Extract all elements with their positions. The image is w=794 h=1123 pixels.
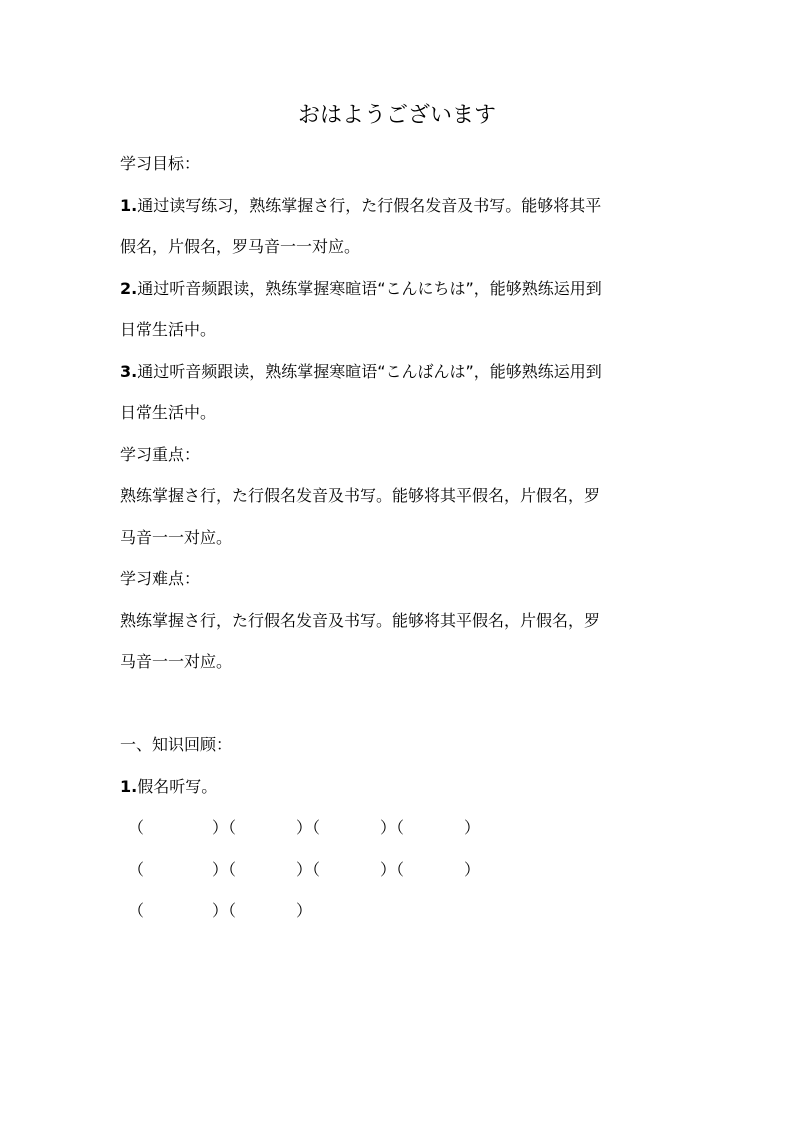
goal-3-line-1 [120,351,680,393]
goal-1-text: 通过读写练习，熟练掌握さ行，た行假名发音及书写。能够将其平 [137,195,602,215]
goal-3-line-2: 日常生活中。 [120,403,217,422]
goal-2-line-2: 日常生活中。 [120,320,217,339]
dictation-blank[interactable]: ）（ [380,818,405,837]
goal-2-line-1 [120,268,680,310]
exercise-1-text: 假名听写。 [137,776,218,796]
difficulty-line-2: 马音一一对应。 [120,652,233,671]
goals-heading: 学习目标： [120,154,201,173]
dictation-blank[interactable]: ）（ [296,818,321,837]
dictation-blank[interactable]: （ [128,901,145,920]
dictation-blank[interactable]: ）（ [212,901,237,920]
goal-2-text: 通过听音频跟读，熟练掌握寒暄语“こんにちは”，能够熟练运用到 [137,278,602,298]
key-points-line-2: 马音一一对应。 [120,527,233,547]
document-body [120,143,680,932]
difficulty-line-1: 熟练掌握さ行，た行假名发音及书写。能够将其平假名，片假名，罗 [120,610,601,630]
page-title: おはようございます [297,103,496,128]
dictation-row-1 [120,807,680,849]
exercise-1-label [120,766,680,808]
section-1-heading: 一、知识回顾： [120,735,233,754]
dictation-row-2 [120,849,680,891]
dictation-blank[interactable]: ）（ [212,859,237,879]
goal-2-number: 2. [120,278,138,298]
difficulty-heading: 学习难点： [120,569,201,588]
dictation-blank[interactable]: （ [128,859,145,879]
goal-3-text: 通过听音频跟读，熟练掌握寒暄语“こんばんは”，能够熟练运用到 [137,361,602,381]
dictation-blank[interactable]: ）（ [380,859,405,879]
dictation-blank-close: ） [464,859,481,879]
dictation-blank[interactable]: ）（ [296,859,321,879]
key-points-heading: 学习重点： [120,444,201,464]
section-spacer [120,683,680,725]
dictation-blank-close: ） [464,818,481,837]
dictation-row-3 [120,890,680,932]
goal-1-line-2: 假名，片假名，罗马音一一对应。 [120,237,361,256]
goal-3-number: 3. [120,361,138,381]
goal-1-number: 1. [120,195,138,215]
dictation-blank-close: ） [296,901,313,920]
dictation-blank[interactable]: ）（ [212,818,237,837]
key-points-line-1: 熟练掌握さ行，た行假名发音及书写。能够将其平假名，片假名，罗 [120,486,601,505]
dictation-blank[interactable]: （ [128,818,145,837]
goal-1-line-1 [120,185,680,227]
exercise-1-number: 1. [120,776,138,796]
